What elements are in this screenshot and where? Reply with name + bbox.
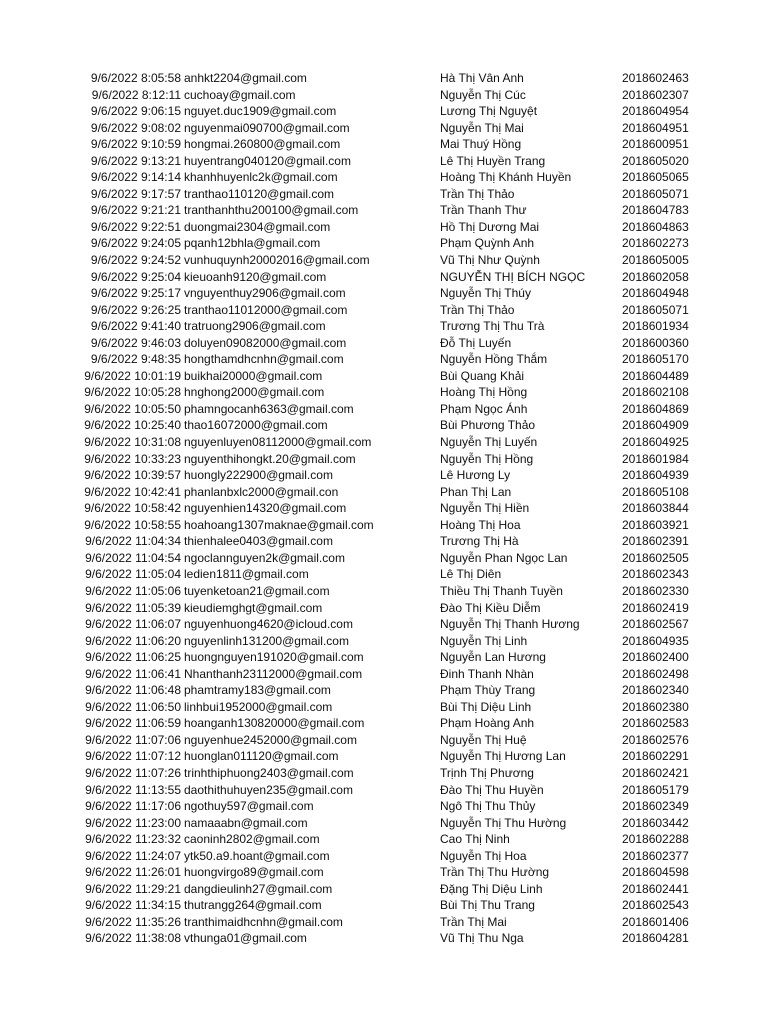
name-cell: Thiều Thị Thanh Tuyền (440, 583, 563, 598)
student-id-cell: 2018602567 (622, 617, 689, 632)
table-row (0, 269, 768, 286)
timestamp-cell: 9/6/2022 11:23:32 (85, 832, 181, 847)
email-cell: ngothuy597@gmail.com (184, 799, 314, 814)
table-row (0, 384, 768, 401)
email-cell: hongmai.260800@gmail.com (184, 137, 341, 152)
student-id-cell: 2018605020 (622, 153, 689, 168)
table-row (0, 70, 768, 87)
name-cell: Hoàng Thị Hoa (440, 517, 521, 532)
timestamp-cell: 9/6/2022 9:24:52 (90, 253, 181, 268)
student-id-cell: 2018602498 (622, 666, 689, 681)
student-id-cell: 2018602576 (622, 732, 689, 747)
email-cell: hongthamdhcnhn@gmail.com (184, 352, 344, 367)
name-cell: Lương Thị Nguyệt (440, 104, 538, 119)
email-cell: huyentrang040120@gmail.com (184, 153, 351, 168)
student-id-cell: 2018602349 (622, 799, 689, 814)
name-cell: Nguyễn Hồng Thắm (440, 352, 548, 367)
name-cell: Bùi Quang Khải (440, 368, 525, 383)
student-id-cell: 2018604783 (622, 203, 689, 218)
student-id-cell: 2018602288 (622, 832, 689, 847)
name-cell: Bùi Thị Diệu Linh (440, 699, 532, 714)
timestamp-cell: 9/6/2022 11:26:01 (85, 865, 181, 880)
timestamp-cell: 9/6/2022 11:07:26 (85, 765, 181, 780)
timestamp-cell: 9/6/2022 11:05:39 (85, 600, 181, 615)
name-cell: Nguyễn Lan Hương (440, 650, 546, 665)
table-row (0, 335, 768, 352)
timestamp-cell: 9/6/2022 11:23:00 (85, 815, 181, 830)
email-cell: tranthao11012000@gmail.com (184, 302, 348, 317)
email-cell: cuchoay@gmail.com (184, 87, 296, 102)
student-id-cell: 2018601934 (622, 319, 689, 334)
email-cell: kieudiemghgt@gmail.com (184, 600, 323, 615)
table-row (0, 500, 768, 517)
table-row (0, 666, 768, 683)
table-row (0, 864, 768, 881)
name-cell: Nguyễn Thị Cúc (440, 87, 526, 102)
email-cell: huongnguyen191020@gmail.com (184, 650, 364, 665)
name-cell: Bùi Phương Thảo (440, 418, 536, 433)
name-cell: Lê Hương Ly (440, 468, 511, 483)
timestamp-cell: 9/6/2022 8:05:58 (90, 71, 181, 85)
table-row (0, 616, 768, 633)
table-row (0, 252, 768, 269)
student-id-cell: 2018600360 (622, 335, 689, 350)
timestamp-cell: 9/6/2022 9:14:14 (90, 170, 181, 185)
student-id-cell: 2018602391 (622, 534, 689, 549)
timestamp-cell: 9/6/2022 9:26:25 (90, 302, 181, 317)
name-cell: Đặng Thị Diệu Linh (440, 881, 543, 896)
student-id-cell: 2018600951 (622, 137, 689, 152)
timestamp-cell: 9/6/2022 10:01:19 (84, 368, 181, 383)
email-cell: phamngocanh6363@gmail.com (184, 401, 354, 416)
student-id-cell: 2018604909 (622, 418, 689, 433)
student-id-cell: 2018602543 (622, 898, 689, 913)
email-cell: trinhthiphuong2403@gmail.com (184, 765, 354, 780)
email-cell: thao16072000@gmail.com (184, 418, 328, 433)
student-id-cell: 2018604954 (622, 104, 689, 119)
student-id-cell: 2018602307 (622, 87, 689, 102)
name-cell: Nguyễn Thị Thúy (440, 286, 531, 301)
timestamp-cell: 9/6/2022 10:05:28 (84, 385, 181, 400)
student-id-cell: 2018602377 (622, 848, 689, 863)
timestamp-cell: 9/6/2022 8:12:11 (91, 87, 181, 102)
name-cell: Lê Thị Huyền Trang (440, 153, 546, 168)
timestamp-cell: 9/6/2022 11:13:55 (85, 782, 181, 797)
student-id-cell: 2018604925 (622, 435, 689, 450)
student-id-cell: 2018602108 (622, 385, 689, 400)
table-row (0, 897, 768, 914)
student-id-cell: 2018602343 (622, 567, 689, 582)
student-id-cell: 2018603442 (622, 815, 689, 830)
name-cell: Phan Thị Lan (440, 484, 512, 499)
timestamp-cell: 9/6/2022 10:58:55 (84, 517, 181, 532)
email-cell: pqanh12bhla@gmail.com (184, 236, 321, 251)
email-cell: caoninh2802@gmail.com (184, 832, 320, 847)
timestamp-cell: 9/6/2022 11:06:07 (85, 617, 181, 632)
student-id-cell: 2018602441 (622, 881, 689, 896)
student-id-cell: 2018602421 (622, 765, 689, 780)
name-cell: Trương Thị Hà (440, 534, 519, 549)
name-cell: Ngô Thị Thu Thủy (440, 799, 536, 814)
timestamp-cell: 9/6/2022 10:25:40 (84, 418, 181, 433)
table-row (0, 467, 768, 484)
name-cell: Đinh Thanh Nhàn (440, 666, 534, 681)
name-cell: Nguyễn Thị Thu Hường (440, 815, 567, 830)
email-cell: huongly222900@gmail.com (184, 468, 333, 483)
table-row (0, 351, 768, 368)
student-id-cell: 2018602330 (622, 583, 689, 598)
timestamp-cell: 9/6/2022 11:24:07 (85, 848, 181, 863)
table-row (0, 302, 768, 319)
student-id-cell: 2018605179 (622, 782, 689, 797)
table-row (0, 699, 768, 716)
name-cell: Phạm Ngọc Ánh (440, 401, 528, 416)
email-cell: huonglan011120@gmail.com (184, 749, 339, 764)
email-cell: ytk50.a9.hoant@gmail.com (184, 848, 330, 863)
name-cell: Nguyễn Thị Luyến (440, 435, 538, 450)
name-cell: Nguyễn Thị Hương Lan (440, 749, 566, 764)
email-cell: nguyenhue2452000@gmail.com (184, 732, 357, 747)
student-id-cell: 2018605071 (622, 302, 689, 317)
student-id-cell: 2018602273 (622, 236, 689, 251)
student-id-cell: 2018605170 (622, 352, 689, 367)
timestamp-cell: 9/6/2022 11:07:06 (85, 732, 181, 747)
email-cell: hoahoang1307maknae@gmail.com (184, 517, 374, 532)
name-cell: Vũ Thị Như Quỳnh (440, 253, 540, 268)
student-id-cell: 2018605071 (622, 186, 689, 201)
email-cell: hnghong2000@gmail.com (184, 385, 325, 400)
name-cell: Trần Thị Mai (440, 914, 507, 929)
student-id-cell: 2018605065 (622, 170, 689, 185)
student-id-cell: 2018605108 (622, 484, 689, 499)
timestamp-cell: 9/6/2022 9:10:59 (90, 137, 181, 152)
student-id-cell: 2018601984 (622, 451, 689, 466)
student-id-cell: 2018602505 (622, 550, 689, 565)
timestamp-cell: 9/6/2022 11:05:04 (85, 567, 181, 582)
timestamp-cell: 9/6/2022 11:06:20 (85, 633, 181, 648)
name-cell: Trần Thanh Thư (440, 203, 527, 218)
timestamp-cell: 9/6/2022 11:34:15 (85, 898, 181, 913)
table-row (0, 583, 768, 600)
table-row (0, 484, 768, 501)
name-cell: Hồ Thị Dương Mai (440, 219, 540, 234)
name-cell: NGUYỄN THỊ BÍCH NGỌC (440, 269, 586, 284)
timestamp-cell: 9/6/2022 11:17:06 (85, 799, 181, 814)
table-row (0, 186, 768, 203)
table-row (0, 881, 768, 898)
timestamp-cell: 9/6/2022 11:04:34 (85, 534, 181, 549)
table-row (0, 451, 768, 468)
email-cell: vnguyenthuy2906@gmail.com (184, 286, 346, 301)
table-row (0, 782, 768, 799)
table-row (0, 120, 768, 137)
email-cell: linhbui1952000@gmail.com (184, 699, 333, 714)
email-cell: ledien1811@gmail.com (184, 567, 309, 582)
name-cell: Trần Thị Thảo (440, 302, 515, 317)
table-row (0, 930, 768, 947)
table-row (0, 533, 768, 550)
name-cell: Nguyễn Thị Linh (440, 633, 528, 648)
name-cell: Nguyễn Phan Ngọc Lan (440, 550, 568, 565)
table-row (0, 550, 768, 567)
table-row (0, 285, 768, 302)
email-cell: huongvirgo89@gmail.com (184, 865, 324, 880)
student-id-cell: 2018602380 (622, 699, 689, 714)
student-id-cell: 2018604863 (622, 219, 689, 234)
timestamp-cell: 9/6/2022 11:38:08 (85, 931, 181, 946)
name-cell: Hoàng Thị Khánh Huyền (440, 170, 572, 185)
table-row (0, 831, 768, 848)
email-cell: dangdieulinh27@gmail.com (184, 881, 333, 896)
email-cell: tranthao110120@gmail.com (184, 186, 335, 201)
table-row (0, 235, 768, 252)
name-cell: Nguyễn Thị Thanh Hương (440, 617, 580, 632)
name-cell: Đào Thị Kiều Diễm (440, 600, 541, 615)
table-row (0, 87, 768, 104)
timestamp-cell: 9/6/2022 11:06:41 (85, 666, 181, 681)
table-row (0, 169, 768, 186)
timestamp-cell: 9/6/2022 11:06:48 (85, 683, 181, 698)
timestamp-cell: 9/6/2022 9:41:40 (90, 319, 181, 334)
name-cell: Nguyễn Thị Huệ (440, 732, 527, 747)
email-cell: nguyenlinh131200@gmail.com (184, 633, 349, 648)
name-cell: Nguyễn Thị Hồng (440, 451, 534, 466)
student-id-cell: 2018602583 (622, 716, 689, 731)
timestamp-cell: 9/6/2022 11:07:12 (85, 749, 181, 764)
table-row (0, 517, 768, 534)
student-id-cell: 2018604951 (622, 120, 689, 135)
timestamp-cell: 9/6/2022 9:21:21 (90, 203, 181, 218)
email-cell: thienhalee0403@gmail.com (184, 534, 333, 549)
timestamp-cell: 9/6/2022 9:48:35 (90, 352, 181, 367)
email-cell: nguyenhuong4620@icloud.com (184, 617, 353, 632)
table-row (0, 815, 768, 832)
email-cell: ngoclannguyen2k@gmail.com (184, 550, 345, 565)
student-id-cell: 2018604948 (622, 286, 689, 301)
table-row (0, 633, 768, 650)
student-id-cell: 2018604869 (622, 401, 689, 416)
email-cell: duongmai2304@gmail.com (184, 219, 331, 234)
timestamp-cell: 9/6/2022 9:22:51 (90, 219, 181, 234)
email-cell: Nhanthanh23112000@gmail.com (184, 666, 363, 681)
email-cell: anhkt2204@gmail.com (184, 71, 307, 85)
timestamp-cell: 9/6/2022 9:25:04 (90, 269, 181, 284)
table-row (0, 914, 768, 931)
table-row (0, 848, 768, 865)
name-cell: Đỗ Thị Luyến (440, 335, 512, 350)
timestamp-cell: 9/6/2022 9:06:15 (90, 104, 181, 119)
email-cell: phamtramy183@gmail.com (184, 683, 331, 698)
student-id-cell: 2018601406 (622, 914, 689, 929)
email-cell: vunhuquynh20002016@gmail.com (184, 253, 370, 268)
email-cell: nguyet.duc1909@gmail.com (184, 104, 337, 119)
email-cell: doluyen09082000@gmail.com (184, 335, 347, 350)
timestamp-cell: 9/6/2022 9:17:57 (90, 186, 181, 201)
table-row (0, 417, 768, 434)
email-cell: tratruong2906@gmail.com (184, 319, 326, 334)
timestamp-cell: 9/6/2022 11:06:25 (85, 650, 181, 665)
name-cell: Hoàng Thị Hồng (440, 385, 528, 400)
name-cell: Lê Thị Diên (440, 567, 502, 582)
name-cell: Phạm Thùy Trang (440, 683, 536, 698)
timestamp-cell: 9/6/2022 10:39:57 (84, 468, 181, 483)
table-row (0, 732, 768, 749)
table-row (0, 219, 768, 236)
student-id-cell: 2018604598 (622, 865, 689, 880)
name-cell: Phạm Hoàng Anh (440, 716, 535, 731)
timestamp-cell: 9/6/2022 11:35:26 (85, 914, 181, 929)
table-row (0, 368, 768, 385)
table-row (0, 798, 768, 815)
timestamp-cell: 9/6/2022 9:46:03 (90, 335, 181, 350)
table-row (0, 103, 768, 120)
timestamp-cell: 9/6/2022 11:05:06 (85, 583, 181, 598)
email-cell: khanhhuyenlc2k@gmail.com (184, 170, 338, 185)
student-id-cell: 2018603844 (622, 501, 689, 516)
timestamp-cell: 9/6/2022 10:31:08 (84, 435, 181, 450)
table-row (0, 136, 768, 153)
name-cell: Vũ Thị Thu Nga (440, 931, 524, 946)
timestamp-cell: 9/6/2022 10:05:50 (84, 401, 181, 416)
student-id-cell: 2018605005 (622, 253, 689, 268)
student-id-cell: 2018602419 (622, 600, 689, 615)
email-cell: namaaabn@gmail.com (184, 815, 308, 830)
timestamp-cell: 9/6/2022 11:06:59 (85, 716, 181, 731)
name-cell: Mai Thuý Hồng (440, 137, 522, 152)
timestamp-cell: 9/6/2022 9:13:21 (90, 153, 181, 168)
email-cell: vthunga01@gmail.com (184, 931, 307, 946)
table-row (0, 434, 768, 451)
record-table (0, 70, 768, 947)
table-row (0, 715, 768, 732)
student-id-cell: 2018604939 (622, 468, 689, 483)
student-id-cell: 2018602340 (622, 683, 689, 698)
email-cell: buikhai20000@gmail.com (184, 368, 323, 383)
timestamp-cell: 9/6/2022 10:42:41 (84, 484, 181, 499)
student-id-cell: 2018602291 (622, 749, 689, 764)
email-cell: kieuoanh9120@gmail.com (184, 269, 327, 284)
student-id-cell: 2018604935 (622, 633, 689, 648)
name-cell: Trịnh Thị Phương (440, 765, 534, 780)
name-cell: Nguyễn Thị Hoa (440, 848, 527, 863)
table-row (0, 401, 768, 418)
timestamp-cell: 9/6/2022 11:06:50 (85, 699, 181, 714)
table-row (0, 566, 768, 583)
email-cell: hoanganh130820000@gmail.com (184, 716, 365, 731)
email-cell: tranthimaidhcnhn@gmail.com (184, 914, 343, 929)
name-cell: Bùi Thị Thu Trang (440, 898, 535, 913)
email-cell: tranthanhthu200100@gmail.com (184, 203, 359, 218)
student-id-cell: 2018602463 (622, 71, 689, 85)
timestamp-cell: 9/6/2022 11:29:21 (85, 881, 181, 896)
email-cell: daothithuhuyen235@gmail.com (184, 782, 353, 797)
email-cell: nguyenluyen08112000@gmail.com (184, 435, 372, 450)
timestamp-cell: 9/6/2022 9:08:02 (90, 120, 181, 135)
name-cell: Nguyễn Thị Mai (440, 120, 524, 135)
name-cell: Trần Thị Thảo (440, 186, 515, 201)
name-cell: Đào Thị Thu Huyền (440, 782, 544, 797)
table-row (0, 682, 768, 699)
name-cell: Hà Thị Vân Anh (440, 71, 524, 85)
table-row (0, 202, 768, 219)
table-row (0, 748, 768, 765)
name-cell: Cao Thị Ninh (440, 832, 510, 847)
table-row (0, 153, 768, 170)
email-cell: phanlanbxlc2000@gmail.con (184, 484, 339, 499)
name-cell: Trương Thị Thu Trà (440, 319, 545, 334)
table-row (0, 765, 768, 782)
table-row (0, 318, 768, 335)
email-cell: tuyenketoan21@gmail.com (184, 583, 330, 598)
student-id-cell: 2018603921 (622, 517, 689, 532)
table-row (0, 600, 768, 617)
timestamp-cell: 9/6/2022 11:04:54 (85, 550, 181, 565)
table-row (0, 649, 768, 666)
student-id-cell: 2018604281 (622, 931, 689, 946)
student-id-cell: 2018604489 (622, 368, 689, 383)
timestamp-cell: 9/6/2022 9:24:05 (90, 236, 181, 251)
email-cell: thutrangg264@gmail.com (184, 898, 322, 913)
name-cell: Trần Thị Thu Hường (440, 865, 550, 880)
name-cell: Phạm Quỳnh Anh (440, 236, 535, 251)
email-cell: nguyenmai090700@gmail.com (184, 120, 350, 135)
email-cell: nguyenthihongkt.20@gmail.com (184, 451, 356, 466)
timestamp-cell: 9/6/2022 10:33:23 (84, 451, 181, 466)
name-cell: Nguyễn Thị Hiền (440, 501, 530, 516)
student-id-cell: 2018602058 (622, 269, 689, 284)
email-cell: nguyenhien14320@gmail.com (184, 501, 347, 516)
timestamp-cell: 9/6/2022 9:25:17 (90, 286, 181, 301)
student-id-cell: 2018602400 (622, 650, 689, 665)
timestamp-cell: 9/6/2022 10:58:42 (84, 501, 181, 516)
